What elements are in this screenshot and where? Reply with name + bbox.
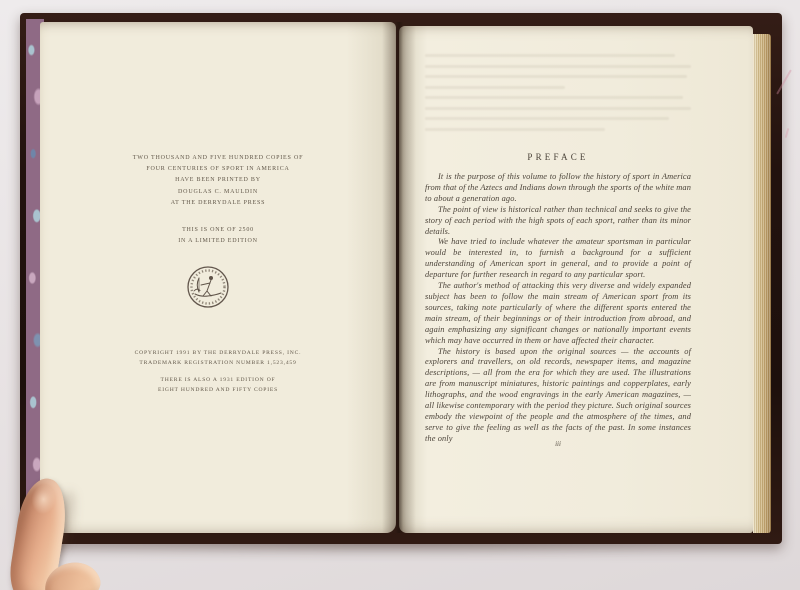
- earlier-edition-line: THERE IS ALSO A 1931 EDITION OF: [160, 377, 276, 383]
- limitation-line: IN A LIMITED EDITION: [178, 238, 258, 245]
- copyright-block: [40, 348, 396, 368]
- limitation-statement: [40, 225, 396, 247]
- colophon-line: TWO THOUSAND AND FIVE HUNDRED COPIES OF: [132, 155, 304, 161]
- preface-paragraph: We have tried to include whatever the amateur sportsman in particular would be interested in, to furnish a background for a sufficient understanding of American sport in general, and to provide a point of departure for further research in regard to any particular sport.: [425, 237, 691, 280]
- derrydale-press-emblem-icon: [186, 265, 230, 309]
- show-through-text: [425, 54, 691, 138]
- copyright-line: COPYRIGHT 1991 BY THE DERRYDALE PRESS, INC.: [134, 350, 302, 356]
- preface-text: [425, 172, 691, 445]
- page-number: iii: [555, 440, 561, 448]
- colophon-line: AT THE DERRYDALE PRESS: [170, 199, 266, 206]
- colophon-line: FOUR CENTURIES OF SPORT IN AMERICA: [146, 166, 290, 173]
- preface-paragraph: It is the purpose of this volume to follow the history of sport in America from that of the Aztecs and Indians down through the sports of the white man to about a generation ago.: [425, 172, 691, 203]
- left-page: [40, 22, 396, 533]
- preface-paragraph: The history is based upon the original sources — the accounts of explorers and travellers, on old records, newspaper items, and magazine descriptions, — all from the era for which they are used. The illustrations are from manuscript miniatures, historic paintings and copperplates, early lithographs, and the wood engravings in the early American magazines, — all likewise contemporary with the period they picture. Such original sources embody the viewpoint of the people and the atmosphere of the times, and serve to give the feeling as well as the facts of the past. In some instances the only: [425, 346, 691, 443]
- colophon-line: DOUGLAS C. MAULDIN: [178, 188, 258, 195]
- earlier-edition-block: [40, 375, 396, 395]
- copyright-line: TRADEMARK REGISTRATION NUMBER 1,523,459: [139, 360, 297, 366]
- limitation-line: THIS IS ONE OF 2500: [182, 227, 254, 233]
- preface-heading: PREFACE: [527, 152, 589, 162]
- pencil-mark: [785, 128, 790, 138]
- earlier-edition-line: EIGHT HUNDRED AND FIFTY COPIES: [157, 387, 279, 393]
- colophon-block: [40, 153, 396, 209]
- preface-paragraph: The author's method of attacking this very diverse and widely expanded subject has been to follow the main stream of American sport from its sources, taking note particularly of where the different sports entered the main stream, of their beginnings or of their introduction from abroad, and again emphasizing any significant changes or nationally important events which may have occurred in them or have affected their character.: [425, 281, 691, 345]
- fore-edge-page-stack: [753, 34, 771, 533]
- right-page: [399, 26, 753, 533]
- preface-paragraph: The point of view is historical rather than technical and seeks to give the story of each period with the high spots of each sport, rather than its minor details.: [425, 204, 691, 236]
- colophon-line: HAVE BEEN PRINTED BY: [175, 177, 261, 184]
